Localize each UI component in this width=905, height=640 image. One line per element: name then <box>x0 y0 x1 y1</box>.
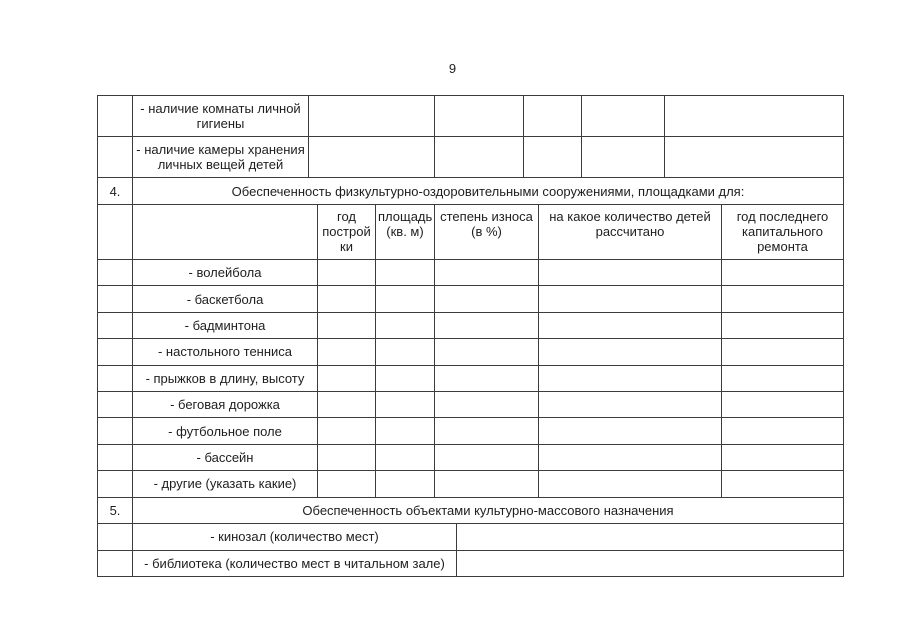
row-label: - наличие комнаты личной гигиены <box>133 96 309 137</box>
page-number: 9 <box>448 61 457 76</box>
hygiene-rows-table <box>97 95 844 178</box>
blank-cell <box>435 418 539 444</box>
row-number-cell <box>98 137 133 178</box>
row-number-cell <box>98 471 133 497</box>
blank-cell <box>524 96 582 137</box>
row-label: - прыжков в длину, высоту <box>133 365 318 391</box>
blank-cell <box>376 365 435 391</box>
row-label: - бассейн <box>133 444 318 470</box>
table-row <box>98 550 844 577</box>
blank-cell <box>722 286 844 312</box>
table-row <box>98 471 844 497</box>
blank-cell <box>318 391 376 417</box>
blank-cell <box>318 286 376 312</box>
blank-cell <box>318 418 376 444</box>
blank-cell <box>318 260 376 286</box>
row-label: - наличие камеры хранения личных вещей детей <box>133 137 309 178</box>
table-row <box>98 365 844 391</box>
blank-cell <box>376 312 435 338</box>
blank-cell <box>376 339 435 365</box>
table-row <box>98 418 844 444</box>
blank-cell <box>435 365 539 391</box>
blank-cell <box>722 312 844 338</box>
column-header-row <box>98 205 844 260</box>
row-number-cell <box>98 365 133 391</box>
blank-cell <box>376 260 435 286</box>
blank-cell <box>539 418 722 444</box>
section-title-row <box>98 178 844 205</box>
blank-cell <box>722 444 844 470</box>
blank-cell <box>376 418 435 444</box>
blank-cell <box>376 286 435 312</box>
sports-section-title-table <box>97 177 844 205</box>
row-number-cell <box>98 339 133 365</box>
blank-cell <box>98 205 133 260</box>
blank-cell <box>435 312 539 338</box>
row-number-cell <box>98 524 133 551</box>
blank-cell <box>722 365 844 391</box>
blank-cell <box>665 96 844 137</box>
blank-cell <box>133 205 318 260</box>
blank-cell <box>376 391 435 417</box>
blank-cell <box>722 391 844 417</box>
row-label: - футбольное поле <box>133 418 318 444</box>
section-number: 5. <box>98 497 133 524</box>
blank-cell <box>435 391 539 417</box>
blank-cell <box>457 524 844 551</box>
blank-cell <box>376 444 435 470</box>
blank-cell <box>582 137 665 178</box>
row-label: - баскетбола <box>133 286 318 312</box>
sports-facilities-table <box>97 204 844 498</box>
table-row <box>98 96 844 137</box>
table-row <box>98 524 844 551</box>
table-row <box>98 444 844 470</box>
blank-cell <box>539 391 722 417</box>
blank-cell <box>665 137 844 178</box>
table-row <box>98 286 844 312</box>
section-title: Обеспеченность физкультурно-оздоровительными сооружениями, площадками для: <box>133 178 844 205</box>
header-wear: степень износа (в %) <box>435 205 539 260</box>
header-area: площадь (кв. м) <box>376 205 435 260</box>
blank-cell <box>309 137 435 178</box>
section-title: Обеспеченность объектами культурно-массового назначения <box>133 497 844 524</box>
row-number-cell <box>98 312 133 338</box>
blank-cell <box>435 471 539 497</box>
table-row <box>98 391 844 417</box>
row-label: - бадминтона <box>133 312 318 338</box>
table-row <box>98 260 844 286</box>
blank-cell <box>435 96 524 137</box>
blank-cell <box>318 444 376 470</box>
blank-cell <box>539 471 722 497</box>
blank-cell <box>722 339 844 365</box>
blank-cell <box>539 444 722 470</box>
table-row <box>98 137 844 178</box>
blank-cell <box>722 260 844 286</box>
row-label: - кинозал (количество мест) <box>133 524 457 551</box>
row-number-cell <box>98 444 133 470</box>
row-label: - волейбола <box>133 260 318 286</box>
blank-cell <box>318 339 376 365</box>
row-label: - беговая дорожка <box>133 391 318 417</box>
blank-cell <box>435 444 539 470</box>
row-number-cell <box>98 550 133 577</box>
section-number: 4. <box>98 178 133 205</box>
blank-cell <box>435 339 539 365</box>
blank-cell <box>722 471 844 497</box>
blank-cell <box>539 286 722 312</box>
row-number-cell <box>98 391 133 417</box>
header-last-repair: год последнего капитального ремонта <box>722 205 844 260</box>
blank-cell <box>318 312 376 338</box>
row-number-cell <box>98 418 133 444</box>
blank-cell <box>524 137 582 178</box>
blank-cell <box>539 339 722 365</box>
culture-section-title-table <box>97 497 844 525</box>
blank-cell <box>318 365 376 391</box>
row-number-cell <box>98 260 133 286</box>
blank-cell <box>376 471 435 497</box>
blank-cell <box>539 312 722 338</box>
section-title-row <box>98 497 844 524</box>
blank-cell <box>539 260 722 286</box>
table-row <box>98 339 844 365</box>
blank-cell <box>435 137 524 178</box>
blank-cell <box>435 286 539 312</box>
blank-cell <box>435 260 539 286</box>
row-number-cell <box>98 96 133 137</box>
row-label: - настольного тенниса <box>133 339 318 365</box>
questionnaire-table <box>97 95 843 577</box>
header-capacity: на какое количество детей рассчитано <box>539 205 722 260</box>
blank-cell <box>457 550 844 577</box>
row-label: - библиотека (количество мест в читальном зале) <box>133 550 457 577</box>
blank-cell <box>722 418 844 444</box>
culture-facilities-table <box>97 523 844 577</box>
blank-cell <box>309 96 435 137</box>
row-number-cell <box>98 286 133 312</box>
blank-cell <box>582 96 665 137</box>
blank-cell <box>539 365 722 391</box>
row-label: - другие (указать какие) <box>133 471 318 497</box>
blank-cell <box>318 471 376 497</box>
header-year-built: год постройки <box>318 205 376 260</box>
table-row <box>98 312 844 338</box>
